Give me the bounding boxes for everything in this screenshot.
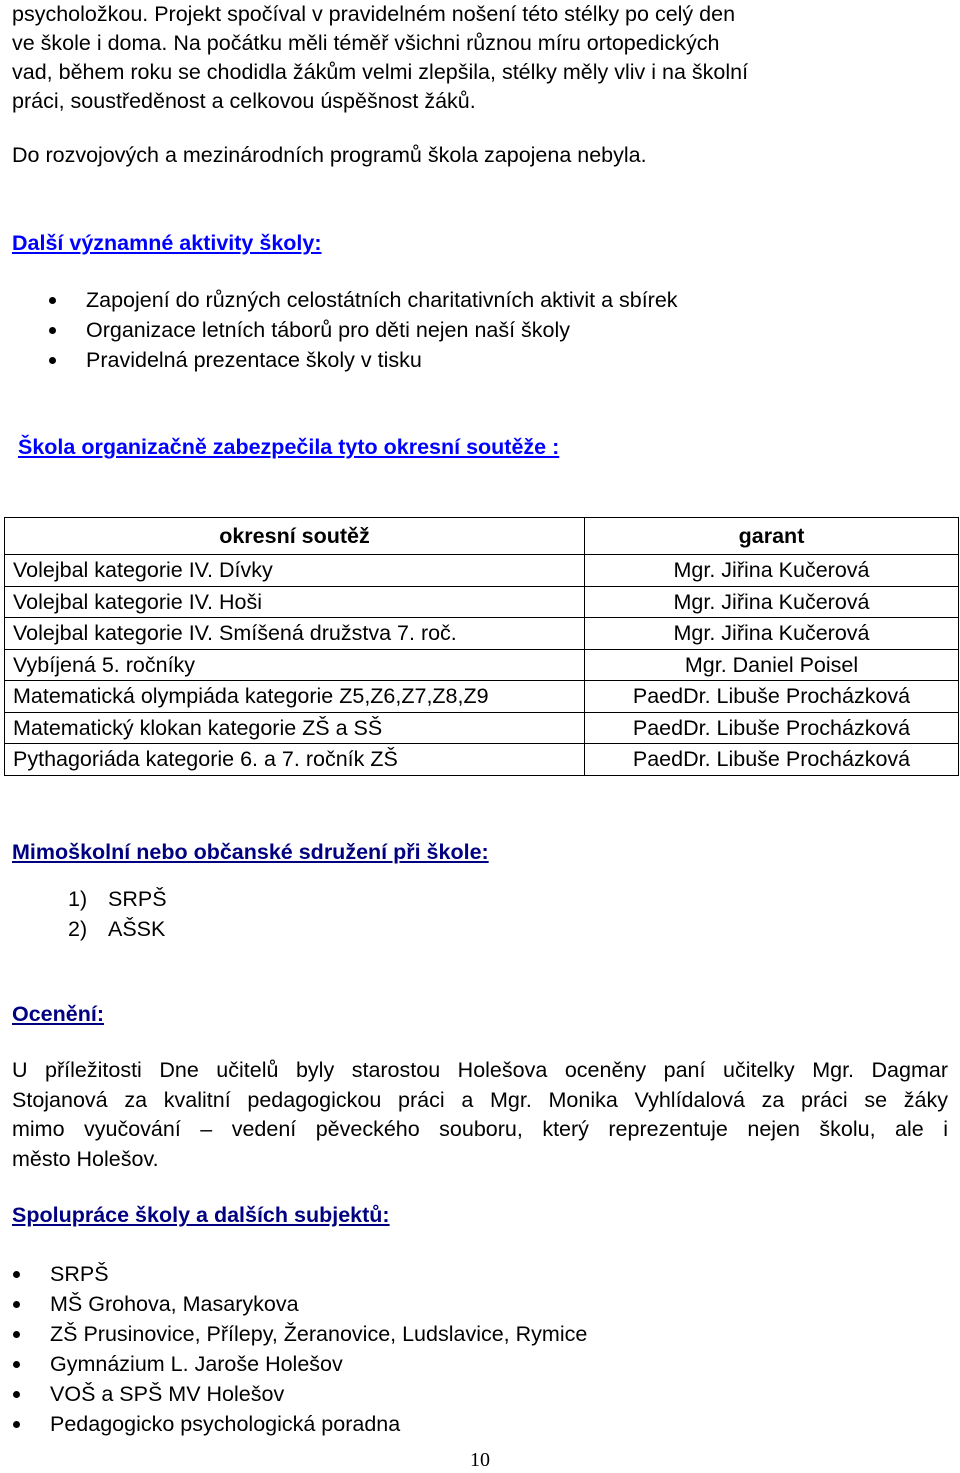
bullet-icon bbox=[49, 327, 56, 334]
competition-name: Matematická olympiáda kategorie Z5,Z6,Z7,Z8,Z9 bbox=[5, 681, 585, 713]
intro-line-3: vad, během roku se chodidla žákům velmi zlepšila, stélky měly vliv i na školní bbox=[12, 60, 749, 84]
page-number: 10 bbox=[470, 1449, 490, 1471]
competitions-heading: Škola organizačně zabezpečila tyto okresní soutěže : bbox=[18, 435, 560, 459]
competition-name: Volejbal kategorie IV. Dívky bbox=[5, 555, 585, 587]
competition-guarantor: Mgr. Jiřina Kučerová bbox=[585, 555, 959, 587]
competition-name: Vybíjená 5. ročníky bbox=[5, 649, 585, 681]
column-header-guarantor: garant bbox=[585, 518, 959, 555]
competition-guarantor: Mgr. Jiřina Kučerová bbox=[585, 586, 959, 618]
intro-line-1: psycholožkou. Projekt spočíval v pravidelném nošení této stélky po celý den bbox=[12, 2, 736, 26]
list-number: 1) bbox=[68, 887, 88, 911]
table-row bbox=[5, 649, 959, 681]
programs-sentence: Do rozvojových a mezinárodních programů škola zapojena nebyla. bbox=[12, 143, 647, 167]
competition-name: Matematický klokan kategorie ZŠ a SŠ bbox=[5, 712, 585, 744]
competition-guarantor: PaedDr. Libuše Procházková bbox=[585, 681, 959, 713]
associations-list bbox=[68, 884, 167, 944]
list-item: Pravidelná prezentace školy v tisku bbox=[86, 345, 678, 375]
intro-line-4: práci, soustředěnost a celkovou úspěšnost žáků. bbox=[12, 89, 476, 113]
list-item: MŠ Grohova, Masarykova bbox=[50, 1289, 587, 1319]
bullet-icon bbox=[13, 1271, 20, 1278]
competition-guarantor: PaedDr. Libuše Procházková bbox=[585, 744, 959, 776]
competition-guarantor: PaedDr. Libuše Procházková bbox=[585, 712, 959, 744]
list-item: Organizace letních táborů pro děti nejen naší školy bbox=[86, 315, 678, 345]
competition-guarantor: Mgr. Jiřina Kučerová bbox=[585, 618, 959, 650]
awards-heading: Ocenění: bbox=[12, 1002, 104, 1026]
bullet-icon bbox=[13, 1361, 20, 1368]
intro-line-2: ve škole i doma. Na počátku měli téměř všichni různou míru ortopedických bbox=[12, 31, 720, 55]
associations-heading: Mimoškolní nebo občanské sdružení při škole: bbox=[12, 840, 489, 864]
bullet-icon bbox=[13, 1421, 20, 1428]
intro-paragraph bbox=[12, 0, 948, 116]
list-item: SRPŠ bbox=[50, 1259, 587, 1289]
table-row bbox=[5, 712, 959, 744]
activities-list bbox=[86, 285, 678, 375]
list-item: Gymnázium L. Jaroše Holešov bbox=[50, 1349, 587, 1379]
table-row bbox=[5, 555, 959, 587]
table-header-row bbox=[5, 518, 959, 555]
list-number: 2) bbox=[68, 917, 88, 941]
competition-name: Pythagoriáda kategorie 6. a 7. ročník ZŠ bbox=[5, 744, 585, 776]
competition-name: Volejbal kategorie IV. Hoši bbox=[5, 586, 585, 618]
activities-heading: Další významné aktivity školy: bbox=[12, 231, 322, 255]
bullet-icon bbox=[13, 1301, 20, 1308]
list-item: 1) SRPŠ bbox=[68, 884, 167, 914]
column-header-competition: okresní soutěž bbox=[5, 518, 585, 555]
awards-line-3: mimo vyučování – vedení pěveckého souboru, který reprezentuje nejen školu, ale i bbox=[12, 1117, 948, 1141]
table-row bbox=[5, 618, 959, 650]
bullet-icon bbox=[13, 1391, 20, 1398]
awards-line-1: U příležitosti Dne učitelů byly starostou Holešova oceněny paní učitelky Mgr. Dagmar bbox=[12, 1058, 948, 1082]
list-item: VOŠ a SPŠ MV Holešov bbox=[50, 1379, 587, 1409]
competition-guarantor: Mgr. Daniel Poisel bbox=[585, 649, 959, 681]
list-item: Pedagogicko psychologická poradna bbox=[50, 1409, 587, 1439]
table-row bbox=[5, 744, 959, 776]
list-item: ZŠ Prusinovice, Přílepy, Žeranovice, Ludslavice, Rymice bbox=[50, 1319, 587, 1349]
bullet-icon bbox=[49, 297, 56, 304]
awards-line-4: město Holešov. bbox=[12, 1146, 159, 1171]
awards-paragraph bbox=[12, 1056, 948, 1174]
table-row bbox=[5, 586, 959, 618]
cooperation-heading: Spolupráce školy a dalších subjektů: bbox=[12, 1203, 390, 1227]
list-item: 2) AŠSK bbox=[68, 914, 167, 944]
bullet-icon bbox=[49, 357, 56, 364]
table-row bbox=[5, 681, 959, 713]
cooperation-list bbox=[50, 1259, 587, 1439]
bullet-icon bbox=[13, 1331, 20, 1338]
competitions-table bbox=[4, 517, 959, 776]
list-item: Zapojení do různých celostátních charitativních aktivit a sbírek bbox=[86, 285, 678, 315]
competition-name: Volejbal kategorie IV. Smíšená družstva 7. roč. bbox=[5, 618, 585, 650]
awards-line-2: Stojanová za kvalitní pedagogickou práci a Mgr. Monika Vyhlídalová za práci se žáky bbox=[12, 1087, 948, 1112]
